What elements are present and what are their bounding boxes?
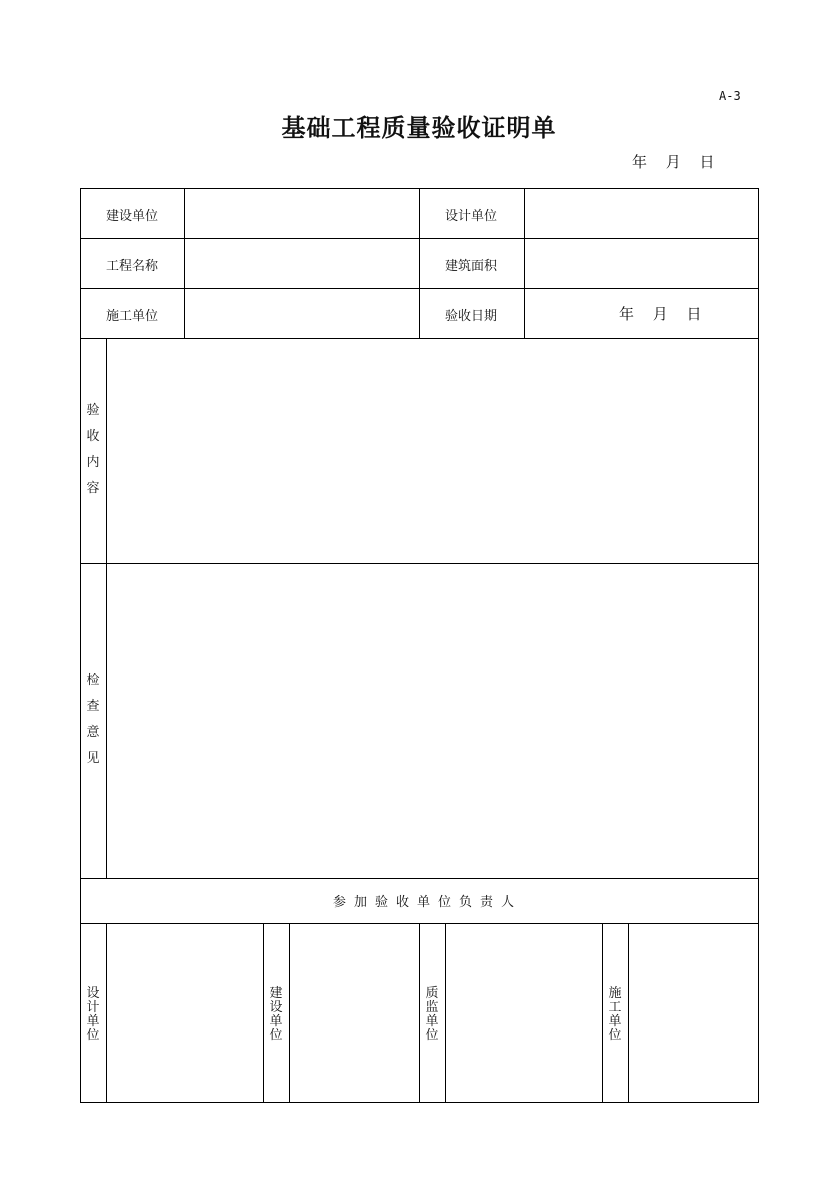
header-date: 年 月 日: [632, 153, 715, 171]
participants-header: 参加验收单位负责人: [333, 895, 523, 910]
col-divider: [184, 188, 185, 338]
design-unit-label: 设计单位: [445, 209, 498, 224]
col-divider: [602, 923, 603, 1103]
construction-signature-label: 建设单位: [269, 986, 283, 1043]
col-divider: [419, 923, 420, 1103]
acceptance-content-area[interactable]: [108, 340, 757, 561]
col-divider: [628, 923, 629, 1103]
design-unit-field[interactable]: [526, 190, 757, 236]
row-divider: [80, 878, 759, 879]
row-divider: [80, 563, 759, 564]
construction-unit-field[interactable]: [186, 190, 417, 236]
acceptance-date-label: 验收日期: [445, 309, 498, 324]
col-divider: [445, 923, 446, 1103]
col-divider: [524, 188, 525, 338]
quality-signature-label: 质监单位: [425, 986, 439, 1043]
col-divider: [106, 923, 107, 1103]
page-title: 基础工程质量验收证明单: [281, 114, 557, 142]
design-signature-label: 设计单位: [86, 986, 100, 1043]
inspection-opinion-area[interactable]: [108, 565, 757, 876]
project-name-label: 工程名称: [106, 259, 159, 274]
builder-unit-label: 施工单位: [106, 309, 159, 324]
acceptance-date-value[interactable]: 年 月 日: [619, 305, 702, 323]
acceptance-content-label: 验收内容: [86, 403, 100, 496]
builder-signature-field[interactable]: [630, 925, 757, 1101]
construction-signature-field[interactable]: [291, 925, 417, 1101]
builder-unit-field[interactable]: [186, 290, 417, 336]
col-divider: [419, 188, 420, 338]
builder-signature-label: 施工单位: [608, 986, 622, 1043]
design-signature-field[interactable]: [108, 925, 261, 1101]
construction-unit-label: 建设单位: [106, 209, 159, 224]
col-divider: [289, 923, 290, 1103]
form-code: A-3: [719, 89, 741, 103]
quality-signature-field[interactable]: [447, 925, 600, 1101]
inspection-opinion-label: 检查意见: [86, 673, 100, 766]
project-name-field[interactable]: [186, 240, 417, 286]
building-area-label: 建筑面积: [445, 259, 498, 274]
col-divider: [106, 338, 107, 878]
col-divider: [263, 923, 264, 1103]
building-area-field[interactable]: [526, 240, 757, 286]
row-divider: [80, 338, 759, 339]
